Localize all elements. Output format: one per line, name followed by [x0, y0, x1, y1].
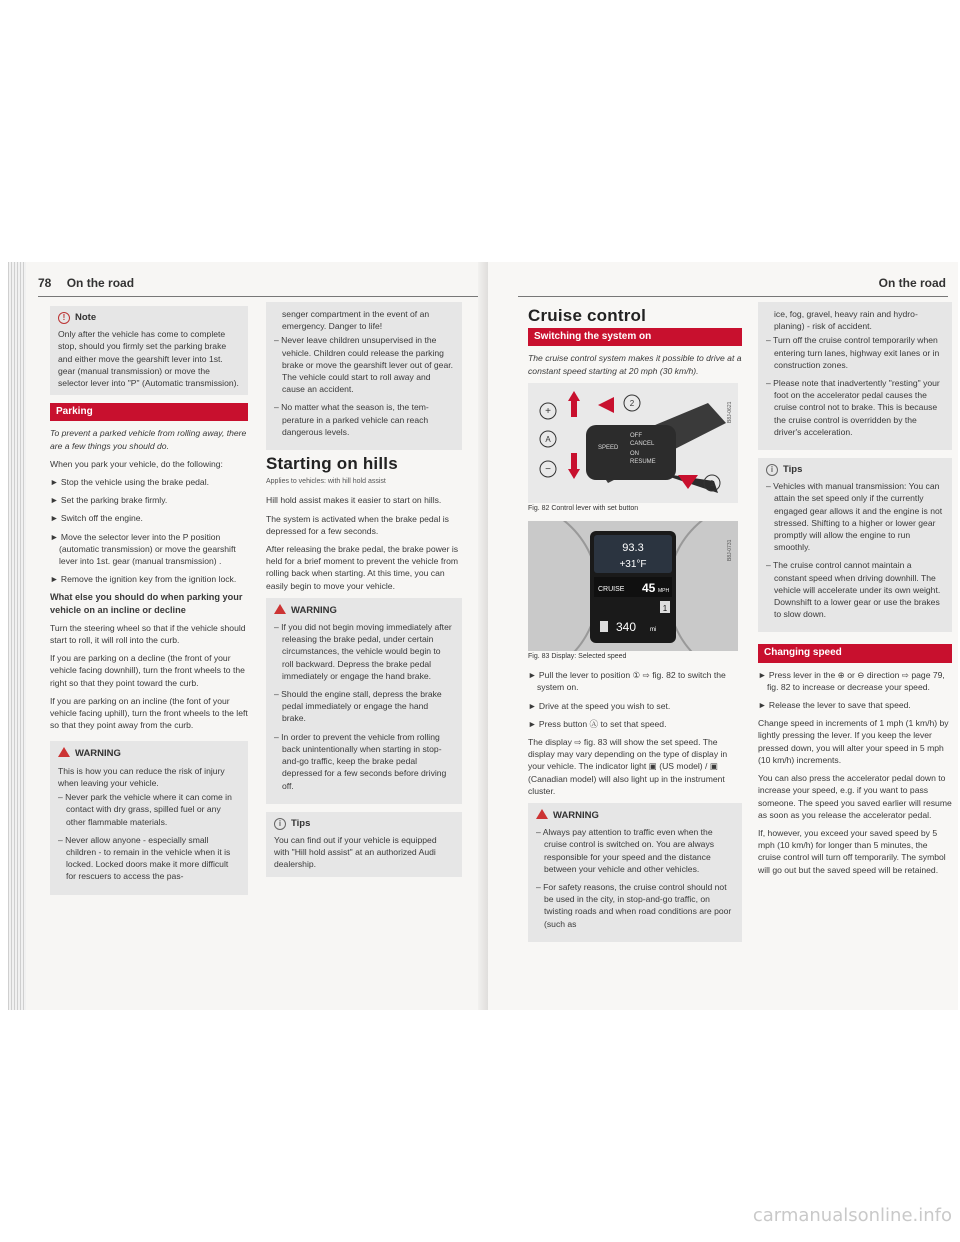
warning-heading: WARNING	[58, 747, 240, 760]
parking-intro: To prevent a parked vehicle from rolling away, there are a few things you should do.	[50, 428, 247, 451]
label-minus: −	[545, 463, 551, 475]
list-item: ► Switch off the engine.	[50, 513, 143, 524]
cruise-lever-illustration	[528, 383, 738, 503]
list-item: ► Press button Ⓐ to set that speed.	[528, 718, 667, 729]
list-item: ► Move the selector lever into the P position (automatic transmission) or move the gearshift lever into 1st. gear (manual transmission) .	[50, 531, 236, 567]
list-item: ► Press lever in the ⊕ or ⊖ direction ⇨ page 79, fig. 82 to increase or decrease your speed.	[758, 669, 945, 692]
label-off: OFF	[630, 432, 642, 439]
running-head: On the road	[66, 276, 135, 290]
note-icon: !	[58, 312, 70, 324]
instrument-display-illustration	[528, 521, 738, 651]
hills-paragraph: Hill hold assist makes it easier to start on hills.	[266, 495, 442, 506]
running-head-right: On the road	[878, 276, 946, 290]
svg-text:1: 1	[662, 604, 668, 614]
info-icon: i	[274, 818, 286, 830]
fuel-icon	[600, 621, 608, 632]
left-page-header	[38, 276, 134, 290]
list-item: – Vehicles with manual transmission: You can attain the set speed only if the currently engaged gear allows it and the engine is not stressed. Shifting to a higher or lower gear promptly will allow the engine to run smoothly.	[766, 481, 943, 553]
list-item: – Should the engine stall, depress the brake pedal immediately or engage the hand brake.	[274, 689, 442, 724]
book-spread	[8, 262, 958, 1010]
tips-heading: i Tips	[274, 818, 454, 830]
list-item: – Please note that inadvertently "resting" your foot on the accelerator pedal causes the cruise control not to brake. This is because the cruise control is overridden by the driver's acceleration.	[766, 378, 940, 437]
list-item: – Never allow anyone - especially small children - to remain in the vehicle when it is locked. Locked doors make it more difficult for rescuers to access the pas-	[58, 834, 231, 882]
figure-code: B8J-0731	[727, 539, 733, 562]
incline-paragraph: If you are parking on an incline (the font of your vehicle facing uphill), turn the front wheels to the left so that they point away from the curb.	[50, 695, 248, 731]
cruise-intro: The cruise control system makes it possible to drive at a constant speed starting at 20 mph (30 km/h).	[528, 353, 742, 376]
warning-icon	[58, 747, 70, 757]
list-item: ► Set the parking brake firmly.	[50, 495, 168, 506]
page-number: 78	[38, 276, 52, 290]
changing-paragraph: Change speed in increments of 1 mph (1 km/h) by lightly pressing the lever. If you keep the lever pressed down, you will alter your speed in 5 mph (10 km/h) increments.	[758, 718, 949, 765]
tips-text: You can find out if your vehicle is equipped with "Hill hold assist" at an authorized Audi dealership.	[274, 834, 437, 870]
display-paragraph: The display ⇨ fig. 83 will show the set speed. The display may vary depending on the type of display in your vehicle. The indicator light ▣ (US model) / ▣ (Canadian model) will also light up in the instrument cluster.	[528, 737, 728, 796]
watermark: carmanualsonline.info	[752, 1205, 952, 1226]
warning-continued: ice, fog, gravel, heavy rain and hydroplaning) - risk of accident.	[774, 309, 918, 332]
header-rule	[518, 296, 948, 297]
switch-bar: Switching the system on	[528, 328, 742, 346]
warning-box-continued	[758, 302, 952, 450]
hills-heading: Starting on hills	[266, 454, 398, 474]
label-speed: SPEED	[598, 444, 619, 451]
note-text: Only after the vehicle has come to complete stop, should you firmly set the parking brake and either move the gearshift lever into 1st. gear (manual transmission) or move the selector lever into "P" (Automatic transmission).	[58, 329, 239, 389]
tips-box	[758, 458, 952, 632]
warning-intro: This is how you can reduce the risk of injury when leaving your vehicle.	[58, 765, 225, 788]
hills-paragraph: The system is activated when the brake pedal is depressed for a few seconds.	[266, 513, 449, 536]
label-two: 2	[629, 398, 635, 408]
changing-steps	[758, 669, 952, 712]
warning-box	[528, 803, 742, 942]
display-odometer: 93.3	[622, 542, 644, 555]
list-item: – Turn off the cruise control temporarily when entering turn lanes, highway exit lanes or in construction zones.	[766, 335, 940, 370]
figure-82-caption: Fig. 82 Control lever with set button	[528, 504, 639, 512]
figure-code: B8J-0621	[727, 401, 733, 423]
label-one: 1	[709, 478, 715, 488]
list-item: – For safety reasons, the cruise control should not be used in the city, in stop-and-go traffic, on twisting roads and when road conditions are poor (such as	[536, 882, 732, 929]
note-heading: ! Note	[58, 312, 240, 324]
right-page	[488, 262, 958, 1010]
list-item: ► Release the lever to save that speed.	[758, 700, 911, 711]
label-plus: +	[545, 405, 551, 417]
list-item: – In order to prevent the vehicle from rolling back unintentionally when starting in stop-and-go traffic, keep the brake pedal depressed for a few seconds before driving off.	[274, 731, 447, 791]
right-column-2	[758, 302, 952, 882]
left-column-2	[266, 302, 462, 885]
list-item: ► Drive at the speed you wish to set.	[528, 700, 671, 711]
incline-heading: What else you should do when parking your vehicle on an incline or decline	[50, 592, 243, 615]
list-item: – No matter what the season is, the temperature in a parked vehicle can reach dangerous levels.	[274, 402, 429, 437]
switch-steps	[528, 669, 742, 730]
list-item: – Never park the vehicle where it can come in contact with dry grass, spilled fuel or any other flammable materials.	[58, 792, 232, 827]
display-speed-unit: MPH	[658, 588, 670, 595]
incline-paragraph: If you are parking on a decline (the front of your vehicle facing downhill), turn the front wheels to the right so that they point toward the curb.	[50, 653, 245, 688]
label-resume: RESUME	[630, 458, 656, 465]
label-on: ON	[630, 450, 639, 457]
figure-82	[528, 383, 738, 503]
warning-icon	[536, 809, 548, 819]
warning-heading: WARNING	[536, 809, 734, 822]
info-icon: i	[766, 464, 778, 476]
hills-applies: Applies to vehicles: with hill hold assist	[266, 478, 386, 486]
label-cancel: CANCEL	[630, 440, 655, 447]
parking-lead: When you park your vehicle, do the following:	[50, 458, 223, 469]
list-item: – Never leave children unsupervised in the vehicle. Children could release the parking brake or move the gearshift lever out of gear. The vehicle could start to roll away and cause an accident.	[274, 335, 454, 395]
incline-paragraph: Turn the steering wheel so that if the vehicle should start to roll, it will roll into the curb.	[50, 622, 246, 646]
display-cruise-label: CRUISE	[598, 586, 625, 594]
display-set-speed: 45	[642, 581, 656, 596]
changing-paragraph: If, however, you exceed your saved speed by 5 mph (10 km/h) for longer than 5 minutes, the cruise control will turn off temporarily. The symbol will go out but the saved speed will be retained.	[758, 827, 946, 875]
label-a: A	[545, 434, 551, 444]
tips-heading: i Tips	[766, 464, 944, 476]
left-column-1	[50, 302, 248, 903]
hills-paragraph: After releasing the brake pedal, the brake power is held for a brief moment to prevent the vehicle from rolling back when starting. At this time, you can easily begin to move your vehicle.	[266, 544, 459, 591]
warning-continued: senger compartment in the event of an emergency. Danger to life!	[282, 309, 430, 332]
hills-warning-box	[266, 598, 462, 804]
header-rule	[38, 296, 478, 297]
list-item: ► Pull the lever to position ① ⇨ fig. 82 to switch the system on.	[528, 670, 726, 693]
changing-bar: Changing speed	[758, 644, 952, 662]
warning-box	[50, 741, 248, 894]
note-box	[50, 306, 248, 395]
changing-paragraph: You can also press the accelerator pedal down to increase your speed, e.g. if you want to pass someone. The speed you saved earlier will resume as soon as you release the accelerator pedal.	[758, 773, 952, 820]
list-item: – If you did not begin moving immediately after releasing the brake pedal, under certain circumstances, the vehicle would begin to roll backward. Depress the brake pedal immediately or engage the hand brake.	[274, 622, 452, 681]
page-edge	[8, 262, 26, 1010]
display-range: 340	[615, 620, 637, 635]
display-range-unit: mi	[650, 627, 657, 634]
list-item: ► Remove the ignition key from the ignition lock.	[50, 574, 237, 585]
right-column-1	[528, 302, 742, 950]
list-item: – The cruise control cannot maintain a constant speed when driving downhill. The vehicle will accelerate under its own weight. Downshift to a lower gear or use the brakes to slow down.	[766, 560, 941, 620]
left-page	[8, 262, 488, 1010]
parking-bar: Parking	[50, 403, 248, 421]
tips-box	[266, 812, 462, 877]
figure-83-caption: Fig. 83 Display: Selected speed	[528, 653, 627, 661]
warning-heading: WARNING	[274, 604, 454, 617]
parking-steps	[50, 476, 248, 585]
figure-83	[528, 521, 738, 651]
warning-icon	[274, 604, 286, 614]
list-item: – Always pay attention to traffic even when the cruise control is switched on. You are always responsible for your speed and the distance between your vehicle and other vehicles.	[536, 827, 715, 874]
cruise-heading: Cruise control	[528, 306, 647, 325]
display-temperature: +31°F	[619, 559, 647, 571]
list-item: ► Stop the vehicle using the brake pedal.	[50, 477, 210, 488]
warning-box-continued	[266, 302, 462, 450]
